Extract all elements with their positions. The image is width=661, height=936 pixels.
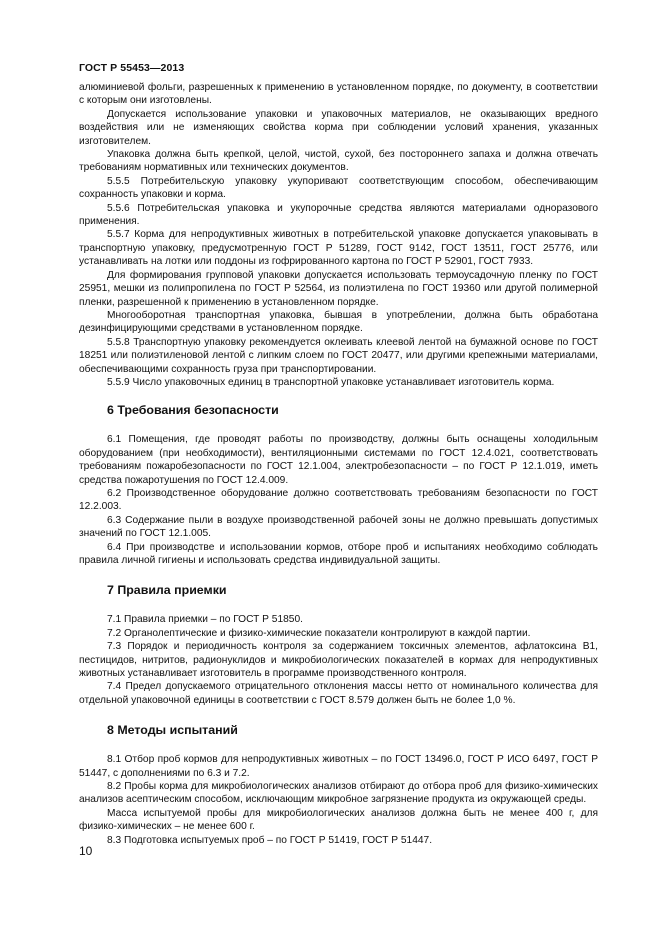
paragraph: 8.2 Пробы корма для микробиологических анализов отбирают до отбора проб для физико-химических анализов асептическим способом, исключающим микробное загрязнение продукта из окружающей среды.: [79, 781, 598, 806]
paragraph: алюминиевой фольги, разрешенных к применению в установленном порядке, по документу, в соответствии с которым они изготовлены.: [79, 82, 598, 107]
section-heading: 8 Методы испытаний: [107, 723, 238, 738]
section-heading: 6 Требования безопасности: [107, 403, 279, 418]
paragraph: 7.3 Порядок и периодичность контроля за содержанием токсичных элементов, афлатоксина В1, пестицидов, нитритов, радионуклидов и микробиологических показателей в кормах для непродуктивных животных устанавливает изготовитель в программе производственного контроля.: [79, 641, 598, 680]
page-number: 10: [79, 844, 93, 858]
paragraph: Допускается использование упаковки и упаковочных материалов, не оказывающих вредного воздействия или не изменяющих свойства корма при соблюдении условий хранения, указанных изготовителем.: [79, 108, 598, 147]
paragraph: 5.5.9 Число упаковочных единиц в транспортной упаковке устанавливает изготовитель корма.: [107, 376, 555, 388]
document-header: ГОСТ Р 55453—2013: [79, 62, 185, 74]
paragraph: Для формирования групповой упаковки допускается использовать термоусадочную пленку по ГОСТ 25951, мешки из полипропилена по ГОСТ Р 52564, из полиэтилена по ГОСТ 19360 или другой полимерной пленки, разрешенной к применению в установленном порядке.: [79, 269, 598, 308]
paragraph: Масса испытуемой пробы для микробиологических анализов должна быть не менее 400 г, для физико-химических – не менее 600 г.: [79, 807, 598, 833]
paragraph: 6.2 Производственное оборудование должно соответствовать требованиям безопасности по ГОСТ 12.2.003.: [79, 487, 598, 513]
paragraph: 6.4 При производстве и использовании кормов, отборе проб и испытаниях необходимо соблюдать правила личной гигиены и использовать средства индивидуальной защиты.: [79, 541, 598, 566]
paragraph: 8.1 Отбор проб кормов для непродуктивных животных – по ГОСТ 13496.0, ГОСТ Р ИСО 6497, ГОСТ Р 51447, с дополнениями по 6.3 и 7.2.: [79, 754, 598, 779]
paragraph: 7.4 Предел допускаемого отрицательного отклонения массы нетто от номинального количества для отдельной упаковочной единицы в соответствии с ГОСТ 8.579 должен быть не более 1,0 %.: [79, 681, 598, 706]
paragraph: 5.5.5 Потребительскую упаковку укупоривают соответствующим способом, обеспечивающим сохранность упаковки и корма.: [79, 175, 598, 201]
section-heading: 7 Правила приемки: [107, 583, 227, 598]
paragraph: 5.5.8 Транспортную упаковку рекомендуется оклеивать клеевой лентой на бумажной основе по ГОСТ 18251 или полиэтиленовой лентой с липким слоем по ГОСТ 20477, или другими крепежными материалами, обеспечивающими сохранность груза при транспортировании.: [79, 336, 598, 375]
document-body: [79, 81, 598, 847]
paragraph: 8.3 Подготовка испытуемых проб – по ГОСТ Р 51419, ГОСТ Р 51447.: [107, 834, 433, 846]
paragraph: 7.2 Органолептические и физико-химические показатели контролируют в каждой партии.: [107, 627, 531, 639]
paragraph: 6.1 Помещения, где проводят работы по производству, должны быть оснащены холодильным оборудованием (при необходимости), вентиляционными системами по ГОСТ 12.4.021, соответствовать требованиям пожаробезопасности по ГОСТ 12.1.004, электробезопасности – по ГОСТ Р 12.1.019, иметь средства пожаротушения по ГОСТ 12.4.009.: [79, 434, 598, 486]
paragraph: 6.3 Содержание пыли в воздухе производственной рабочей зоны не должно превышать допустимых значений по ГОСТ 12.1.005.: [79, 514, 598, 540]
paragraph: 7.1 Правила приемки – по ГОСТ Р 51850.: [107, 614, 303, 626]
paragraph: 5.5.7 Корма для непродуктивных животных в потребительской упаковке допускается упаковывать в транспортную упаковку, предусмотренную ГОСТ Р 51289, ГОСТ 9142, ГОСТ 13511, ГОСТ 25776, или устанавливать на лотки или поддоны из гофрированного картона по ГОСТ Р 52901, ГОСТ 7933.: [79, 229, 598, 268]
paragraph: Упаковка должна быть крепкой, целой, чистой, сухой, без постороннего запаха и должна отвечать требованиям нормативных или технических документов.: [79, 149, 598, 174]
paragraph: 5.5.6 Потребительская упаковка и укупорочные средства являются материалами одноразового применения.: [79, 202, 598, 228]
paragraph: Многооборотная транспортная упаковка, бывшая в употреблении, должна быть обработана дезинфицирующими средствами в установленном порядке.: [79, 309, 598, 335]
